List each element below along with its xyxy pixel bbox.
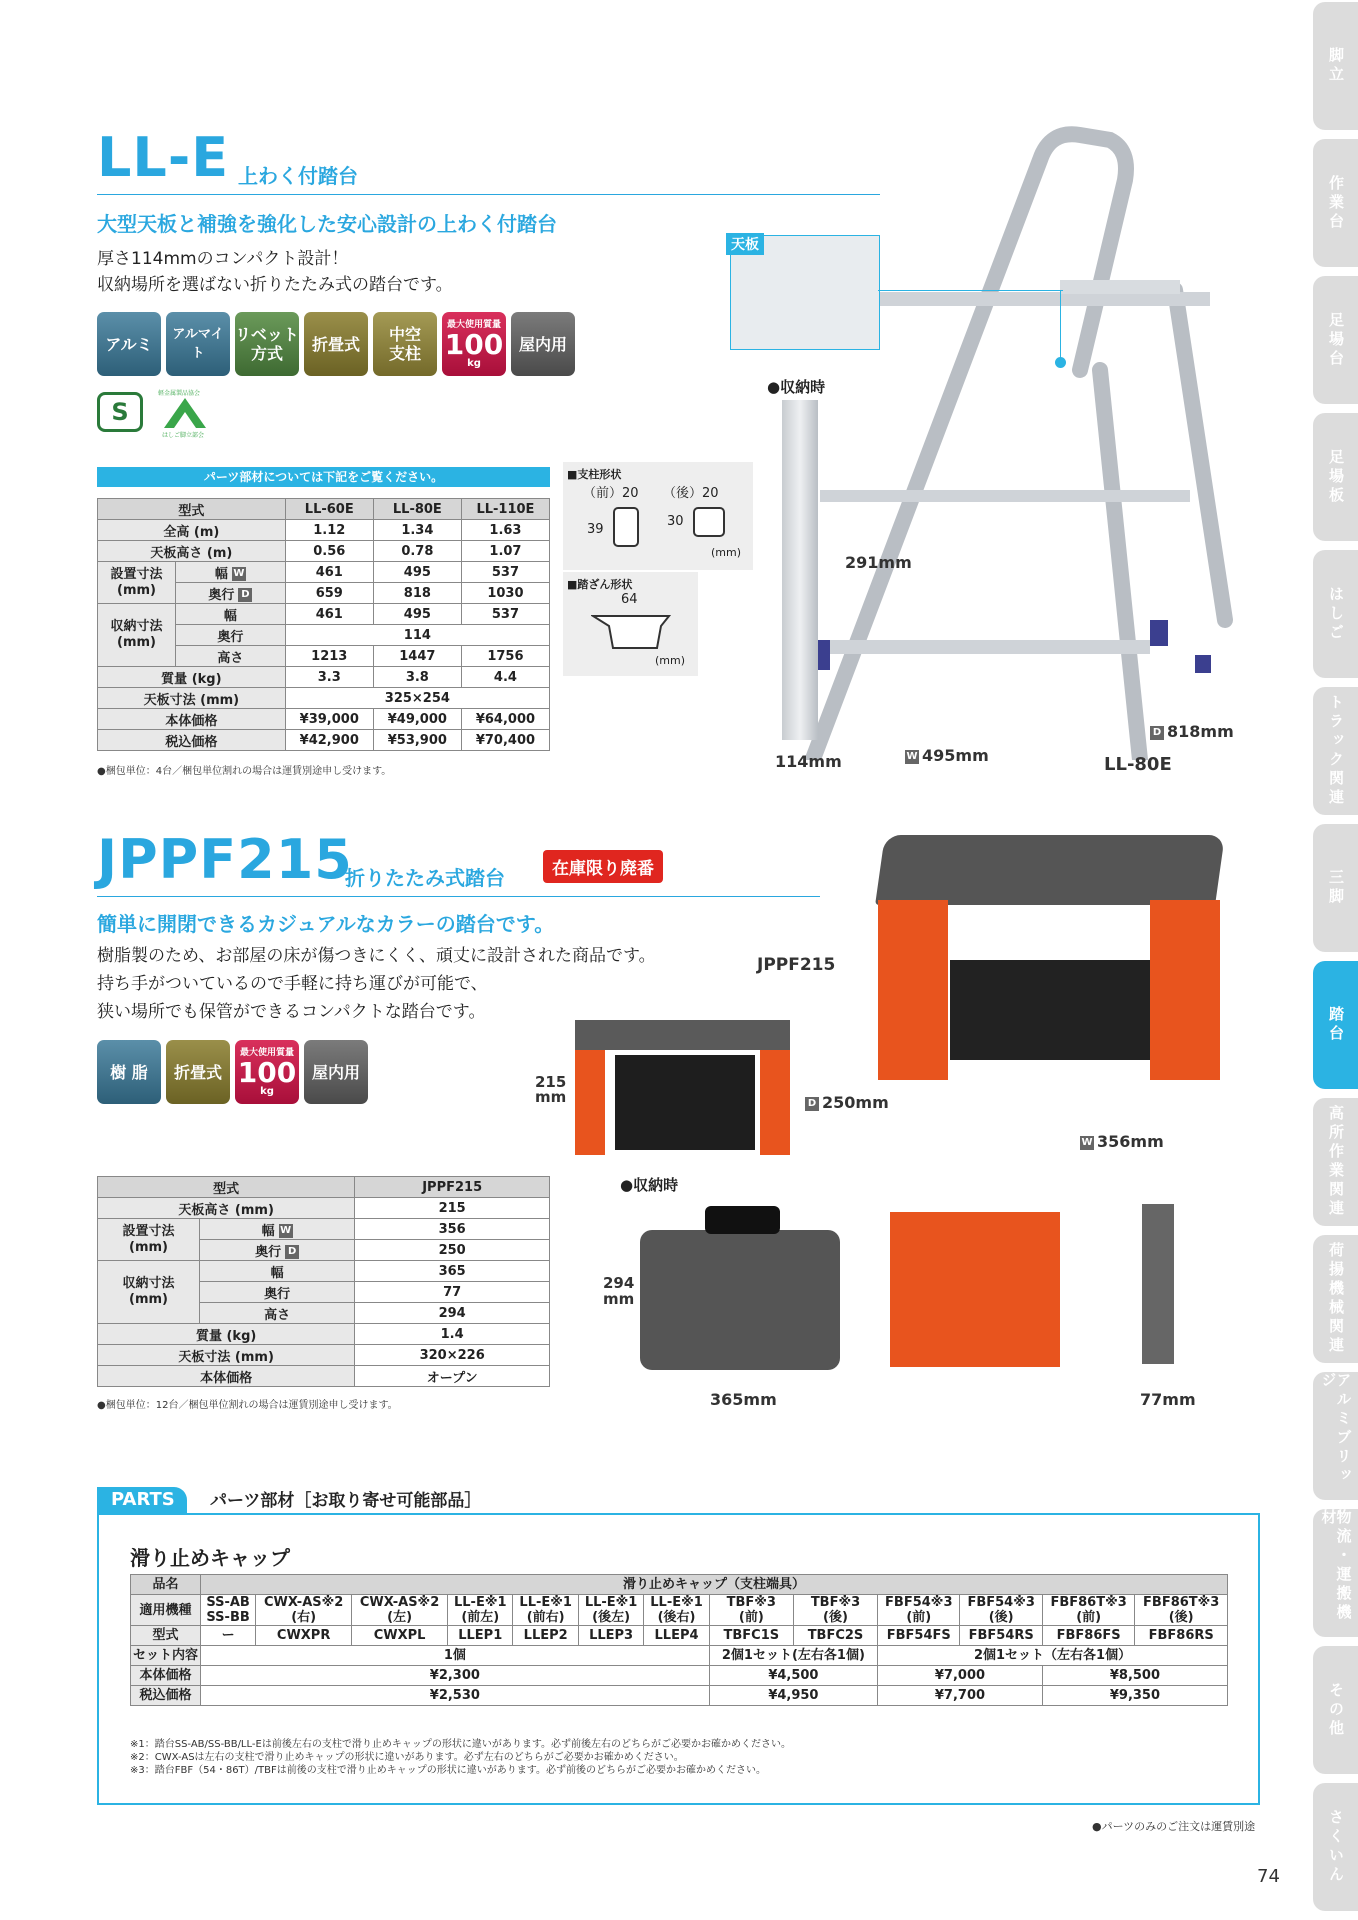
jppf-stored-photo-2 [890, 1212, 1060, 1367]
lle-body-1: 厚さ114mmのコンパクト設計！ [97, 249, 349, 269]
dim-495: W 495mm [906, 746, 989, 765]
parts-type-cell: TBFC2S [793, 1626, 877, 1646]
step-shape-box: ■踏ざん形状 64 (mm) [563, 572, 698, 676]
badge-hollow-pillar: 中空 支柱 [373, 312, 437, 376]
jppf-note: ●梱包単位：12台／梱包単位割れの場合は運賃別途申し受けます。 [97, 1400, 398, 1411]
side-tab[interactable] [1313, 961, 1358, 1089]
jppf-photo-top [875, 835, 1225, 905]
lle-feature-badges [97, 312, 575, 376]
dim-215: 215 [535, 1073, 567, 1091]
jppf-front-photo-top [575, 1020, 790, 1050]
side-tab[interactable] [1313, 2, 1358, 130]
jppf-photo-body [950, 960, 1150, 1060]
side-tab-label: 脚立 [1327, 47, 1345, 85]
jppf-stored-label: ●収納時 [620, 1176, 679, 1194]
badge-folding: 折畳式 [166, 1040, 230, 1104]
lle-model-label: LL-80E [1104, 754, 1172, 775]
lle-parts-bar: パーツ部材については下記をご覧ください。 [97, 467, 550, 487]
jppf-photo-leg-left [878, 900, 948, 1080]
badge-indoor: 屋内用 [304, 1040, 368, 1104]
side-tab[interactable] [1313, 1098, 1358, 1226]
side-tab[interactable] [1313, 1783, 1358, 1911]
parts-model-cell: FBF86T※3 (後) [1135, 1595, 1228, 1626]
parts-note-1: ※1：踏台SS-AB/SS-BB/LL-Eは前後左右の支柱で滑り止めキャップの形状に違いがあります。必ず前後左右のどちらがご必要かお確かめください。 [130, 1739, 792, 1750]
side-tab[interactable] [1313, 139, 1358, 267]
page-number: 74 [1257, 1866, 1280, 1887]
parts-type-cell: FBF54FS [878, 1626, 960, 1646]
dim-294: 294 [603, 1274, 635, 1292]
badge-indoor: 屋内用 [511, 312, 575, 376]
jppf-lead: 簡単に開閉できるカジュアルなカラーの踏台です。 [97, 912, 555, 936]
lle-stored-label: ●収納時 [767, 378, 826, 396]
side-tab[interactable] [1313, 687, 1358, 815]
discontinued-badge: 在庫限り廃番 [543, 850, 663, 883]
parts-type-cell: FBF86RS [1135, 1626, 1228, 1646]
jppf-stored-photo-1 [640, 1230, 840, 1370]
jppf-front-leg-right [760, 1050, 790, 1155]
dim-365: 365mm [710, 1390, 777, 1409]
lle-spec-table: 型式 LL-60E LL-80E LL-110E 全高 (m) 1.12 1.34 1.63 天板高さ (m) 0.56 0.78 1.07 設置寸法 (mm) 幅 W 461 495 537 奥行 D 659 818 1030 収納寸法 (mm) 幅 461 495 537 奥行 114 高さ 1213 1447 1756 質量 (kg) 3.3 3.8 4.4 天板寸法 (mm) 325×254 本体価格 ¥39,000 ¥49,000 ¥64,000 税込価格 ¥42,900 ¥53,900 ¥70,400 [97, 498, 550, 751]
parts-heading: パーツ部材［お取り寄せ可能部品］ [210, 1491, 482, 1511]
side-tab-label: 踏台 [1327, 1006, 1345, 1044]
parts-model-cell: CWX-AS※2 (左) [352, 1595, 448, 1626]
parts-model-cell: FBF54※3 (前) [878, 1595, 960, 1626]
jppf-feature-badges [97, 1040, 368, 1104]
parts-type-cell: LLEP4 [644, 1626, 709, 1646]
jppf-photo-leg-right [1150, 900, 1220, 1080]
parts-type-cell: FBF86FS [1042, 1626, 1134, 1646]
parts-model-cell: LL-E※1 (後右) [644, 1595, 709, 1626]
badge-aluminum: アルミ [97, 312, 161, 376]
badge-max-mass: 最大使用質量 100 kg [442, 312, 506, 376]
jppf-title: JPPF215 [97, 828, 353, 891]
side-tab-label: その他 [1327, 1681, 1345, 1739]
parts-model-cell: CWX-AS※2 (右) [256, 1595, 352, 1626]
side-tab-label: さくいん [1327, 1809, 1345, 1885]
parts-type-cell: CWXPR [256, 1626, 352, 1646]
side-tab-label: はしご [1327, 585, 1345, 643]
dim-356: W 356mm [1081, 1132, 1164, 1151]
side-tab-label: 三脚 [1327, 869, 1345, 907]
dim-294-unit: mm [603, 1290, 635, 1308]
parts-model-cell: LL-E※1 (前右) [513, 1595, 578, 1626]
side-tab-label: 足場台 [1327, 311, 1345, 369]
parts-model-cell: SS-AB SS-BB [201, 1595, 256, 1626]
parts-type-cell: FBF54RS [960, 1626, 1042, 1646]
jppf-stored-photo-3 [1142, 1204, 1174, 1364]
side-tab-label: トラック関連 [1327, 694, 1345, 808]
parts-type-cell: LLEP2 [513, 1626, 578, 1646]
parts-tag: PARTS [97, 1487, 187, 1513]
dim-291: 291mm [845, 553, 912, 572]
side-tab[interactable] [1313, 1509, 1358, 1637]
parts-footer-note: ●パーツのみのご注文は運賃別途 [1092, 1820, 1256, 1833]
badge-folding: 折畳式 [304, 312, 368, 376]
lle-subtitle: 上わく付踏台 [238, 164, 358, 188]
parts-note-3: ※3：踏台FBF（54・86T）/TBFは前後の支柱で滑り止めキャップの形状に違いがあります。必ず前後のどちらがご必要かお確かめください。 [130, 1765, 766, 1776]
ladder-cert-icon: 軽金属製品協会 はしご脚立部会 [158, 390, 205, 439]
parts-type-cell: LLEP1 [448, 1626, 513, 1646]
parts-note-2: ※2：CWX-ASは左右の支柱で滑り止めキャップの形状に違いがあります。必ず左右のどちらがご必要かお確かめください。 [130, 1752, 684, 1763]
parts-type-cell: TBFC1S [709, 1626, 793, 1646]
side-tab[interactable] [1313, 824, 1358, 952]
jppf-subtitle: 折りたたみ式踏台 [345, 866, 505, 890]
jppf-body-1: 樹脂製のため、お部屋の床が傷つきにくく、頑丈に設計された商品です。 [97, 946, 656, 966]
jppf-stored-handle [705, 1206, 780, 1234]
lle-note: ●梱包単位：4台／梱包単位割れの場合は運賃別途申し受けます。 [97, 766, 392, 777]
parts-model-cell: LL-E※1 (前左) [448, 1595, 513, 1626]
lle-title: LL-E [97, 126, 230, 189]
parts-model-cell: FBF54※3 (後) [960, 1595, 1042, 1626]
lle-body-2: 収納場所を選ばない折りたたみ式の踏台です。 [97, 275, 453, 295]
badge-resin: 樹 脂 [97, 1040, 161, 1104]
side-tab-label: 荷揚機械関連 [1327, 1242, 1345, 1356]
badge-alumite: アルマイト [166, 312, 230, 376]
jppf-front-leg-left [575, 1050, 605, 1155]
parts-model-cell: FBF86T※3 (前) [1042, 1595, 1134, 1626]
side-tab[interactable] [1313, 1372, 1358, 1500]
jppf-front-body [615, 1055, 755, 1150]
parts-model-cell: TBF※3 (後) [793, 1595, 877, 1626]
parts-section-title: 滑り止めキャップ [130, 1546, 290, 1570]
jppf-spec-table: 型式 JPPF215 天板高さ (mm) 215 設置寸法 (mm) 幅 W 356 奥行 D 250 収納寸法 (mm) 幅 365 奥行 77 高さ 294 質量 (kg) 1.4 天板寸法 (mm) 320×226 本体価格 オープン [97, 1176, 550, 1387]
side-tab-label: 高所作業関連 [1327, 1105, 1345, 1219]
side-tab[interactable] [1313, 413, 1358, 541]
side-tab-label: 足場板 [1327, 448, 1345, 506]
side-tab-label: 物流・運搬機材 [1319, 1509, 1353, 1623]
side-tab-label: 作業台 [1327, 174, 1345, 232]
parts-type-cell: LLEP3 [578, 1626, 643, 1646]
jppf-model-label: JPPF215 [757, 955, 836, 975]
pillar-shape-box: ■支柱形状 （前）20 （後）20 39 30 (mm) [563, 462, 753, 570]
parts-table: 品名 滑り止めキャップ（支柱端具） 適用機種 SS-AB SS-BB CWX-AS※2 (右) CWX-AS※2 (左) LL-E※1 (前左) LL-E※1 (前右) LL-E※1 (後左) LL-E※1 (後右) TBF※3 (前) TBF※3 (後) FBF54※3 (前) FBF54※3 (後) FBF86T※3 (前) FBF86T※3 (後) 型式 ー CWXPR CWXPL LLEP1 LLEP2 LLEP3 LLEP4 TBFC1S TBFC2S FBF54FS FBF54RS FBF86FS FBF86RS セット内容 1個 2個1セット(左右各1個) 2個1セット（左右各1個） 本体価格 ¥2,300 ¥4,500 ¥7,000 ¥8,500 税込価格 ¥2,530 ¥4,950 ¥7,700 ¥9,350 [130, 1574, 1228, 1706]
badge-rivet: リベット 方式 [235, 312, 299, 376]
dim-215-unit: mm [535, 1088, 567, 1106]
badge-max-mass: 最大使用質量 100 kg [235, 1040, 299, 1104]
parts-type-cell: ー [201, 1626, 256, 1646]
side-tab[interactable] [1313, 550, 1358, 678]
jppf-body-2: 持ち手がついているので手軽に持ち運びが可能で、 [97, 974, 488, 994]
lle-lead: 大型天板と補強を強化した安心設計の上わく付踏台 [97, 212, 557, 236]
top-plate-label: 天板 [726, 233, 764, 255]
dim-250: D 250mm [805, 1093, 889, 1112]
parts-model-cell: TBF※3 (前) [709, 1595, 793, 1626]
parts-type-cell: CWXPL [352, 1626, 448, 1646]
side-index [1313, 0, 1358, 1920]
side-tab[interactable] [1313, 1646, 1358, 1774]
jppf-body-3: 狭い場所でも保管ができるコンパクトな踏台です。 [97, 1002, 486, 1022]
dim-114: 114mm [775, 752, 842, 771]
dim-77: 77mm [1140, 1390, 1196, 1409]
dim-818: D 818mm [1150, 722, 1234, 741]
side-tab[interactable] [1313, 1235, 1358, 1363]
side-tab[interactable] [1313, 276, 1358, 404]
parts-model-cell: LL-E※1 (後左) [578, 1595, 643, 1626]
side-tab-label: アルミブリッジ [1319, 1372, 1353, 1486]
sg-mark-icon: S [97, 392, 143, 432]
lle-stored-photo [782, 400, 818, 740]
